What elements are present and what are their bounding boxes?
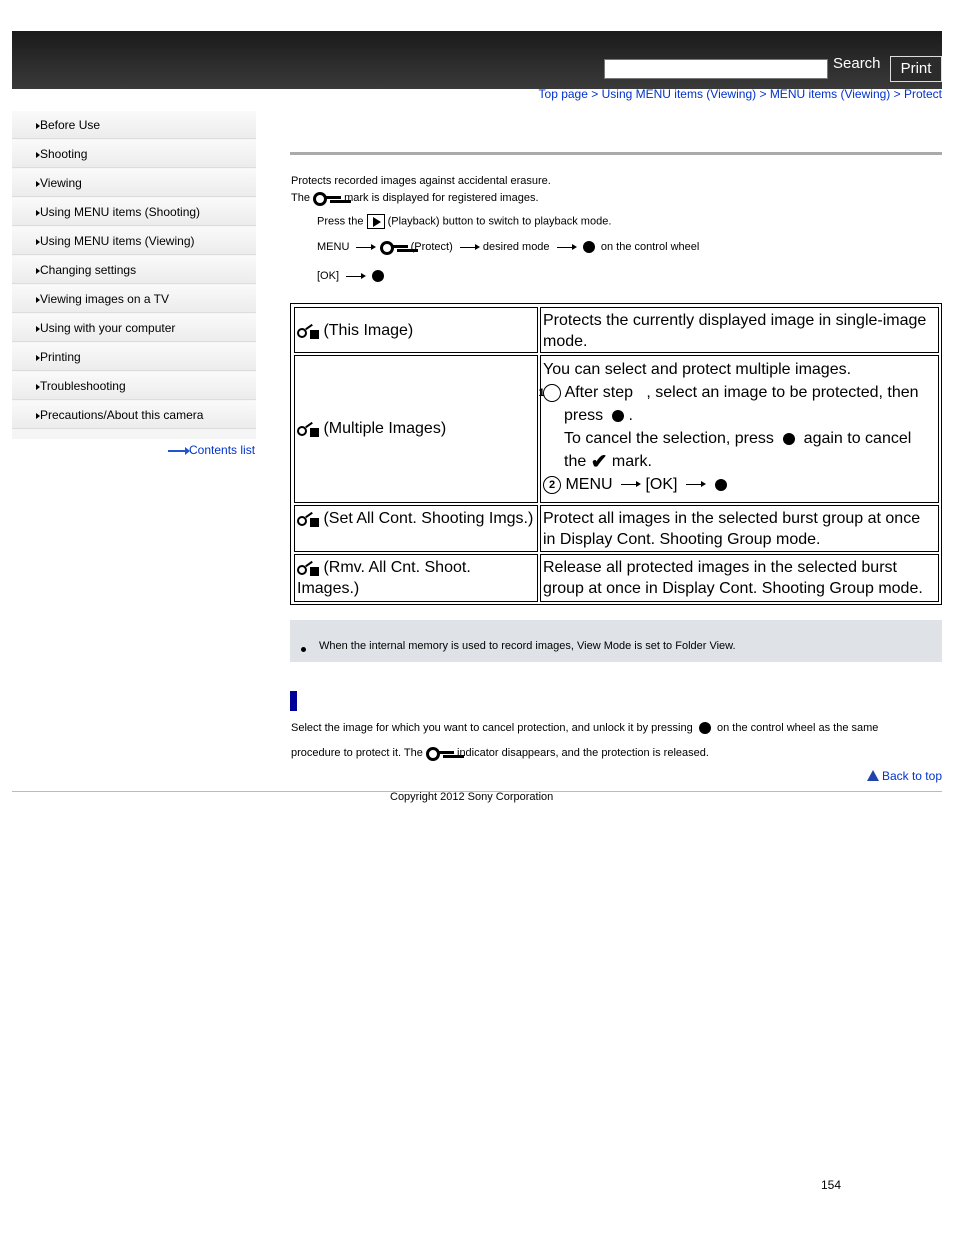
section-marker [290, 691, 297, 711]
step-2-protect: (Protect) [410, 240, 453, 253]
contents-list-link[interactable] [168, 443, 255, 457]
breadcrumb-separator: > [893, 87, 901, 101]
step-1-text-b: , select an image to be protected, then press [564, 384, 919, 424]
intro-text: Protects recorded images against accidental erasure. [291, 175, 551, 187]
step-2-wheel: on the control wheel [600, 240, 700, 253]
protect-multiple-images-icon [297, 420, 319, 437]
search-input[interactable] [604, 59, 828, 79]
back-to-top-label: Back to top [881, 769, 942, 783]
step-3 [317, 270, 384, 282]
protect-options-table [290, 303, 942, 605]
arrow-right-icon [621, 484, 637, 485]
breadcrumb-separator: > [591, 87, 599, 101]
center-button-icon [715, 479, 727, 491]
sidebar-item-label: Precautions/About this camera [40, 408, 204, 422]
step-number-1-icon: 1 [543, 384, 561, 402]
cancel-text-c: mark. [611, 453, 652, 470]
sidebar-item-before-use[interactable] [12, 111, 256, 139]
cancel-p2-b: indicator disappears, and the protection is released. [457, 746, 709, 759]
intro-key-post: mark is displayed for registered images. [344, 191, 539, 204]
sidebar-item-label: Changing settings [40, 263, 137, 277]
multiple-intro: You can select and protect multiple images. [543, 361, 852, 378]
arrow-right-icon [36, 326, 40, 332]
center-button-icon [583, 241, 595, 253]
arrow-right-icon [346, 276, 362, 277]
option-desc: Release all protected images in the selected burst group at once in Display Cont. Shooting Group mode. [540, 554, 939, 602]
step-1 [317, 214, 611, 229]
arrow-right-icon [36, 384, 40, 390]
option-multiple-images [294, 355, 538, 503]
option-label: (This Image) [323, 322, 414, 339]
sidebar-item-troubleshooting[interactable] [12, 372, 256, 400]
sidebar-item-label: Before Use [40, 118, 101, 132]
step-3-ok: [OK] [317, 270, 340, 282]
check-mark-icon: ✔ [590, 450, 608, 473]
arrow-right-icon [36, 268, 40, 274]
arrow-right-icon [686, 484, 702, 485]
back-to-top-link[interactable] [867, 769, 942, 783]
breadcrumb-using-menu-viewing[interactable]: Using MENU items (Viewing) [601, 87, 757, 101]
sidebar-item-label: Using MENU items (Viewing) [40, 234, 195, 248]
option-this-image [294, 307, 538, 353]
sidebar-item-label: Viewing images on a TV [40, 292, 169, 306]
step-1-text-c: . [628, 407, 633, 424]
sidebar-item-menu-viewing[interactable] [12, 227, 256, 255]
note-text: When the internal memory is used to record images, View Mode is set to Folder View. [319, 640, 736, 652]
title-divider [290, 152, 942, 155]
step-2 [317, 240, 699, 254]
step-2-menu: MENU [317, 240, 350, 253]
arrow-right-icon [460, 247, 476, 248]
option-rmv-all-cnt [294, 554, 538, 602]
key-icon [313, 191, 341, 205]
cancel-p1-a: Select the image for which you want to cancel protection, and unlock it by pressing [291, 722, 693, 734]
step-2-menu: MENU [565, 476, 613, 493]
arrow-right-icon [557, 247, 573, 248]
option-desc: Protects the currently displayed image in single-image mode. [540, 307, 939, 353]
center-button-icon [372, 270, 384, 282]
arrow-right-icon [36, 239, 40, 245]
sidebar-item-changing-settings[interactable] [12, 256, 256, 284]
protect-remove-all-icon [297, 559, 319, 576]
sidebar-item-viewing[interactable] [12, 169, 256, 197]
option-label: (Multiple Images) [323, 420, 447, 437]
sidebar [12, 111, 256, 439]
cancel-text-b: again to cancel the [564, 430, 912, 470]
option-label: (Rmv. All Cnt. Shoot. Images.) [297, 559, 471, 597]
center-button-icon [699, 722, 711, 734]
contents-list-label: Contents list [189, 443, 256, 457]
bullet-icon [301, 647, 306, 652]
option-set-all-cont [294, 505, 538, 552]
cancel-text-a: To cancel the selection, press [564, 430, 774, 447]
arrow-right-icon [36, 355, 40, 361]
breadcrumb-separator: > [759, 87, 767, 101]
breadcrumb-protect[interactable]: Protect [903, 87, 942, 101]
cancel-paragraph-line-2 [291, 746, 709, 760]
breadcrumb [539, 87, 942, 101]
sidebar-item-label: Using MENU items (Shooting) [40, 205, 201, 219]
sidebar-item-shooting[interactable] [12, 140, 256, 168]
intro-key-pre: The [291, 191, 310, 204]
protect-this-image-icon [297, 322, 319, 339]
copyright: Copyright 2012 Sony Corporation [390, 791, 554, 803]
breadcrumb-menu-items-viewing[interactable]: MENU items (Viewing) [769, 87, 891, 101]
multiple-cancel [543, 427, 936, 473]
sidebar-item-label: Viewing [40, 176, 82, 190]
sidebar-item-menu-shooting[interactable] [12, 198, 256, 226]
step-number-2-icon: 2 [543, 476, 561, 494]
step-2-mode: desired mode [482, 240, 550, 253]
sidebar-item-label: Shooting [40, 147, 88, 161]
arrow-up-icon [867, 770, 879, 781]
arrow-right-icon [168, 450, 186, 452]
key-icon [426, 746, 454, 760]
print-button[interactable]: Print [890, 56, 942, 82]
arrow-right-icon [36, 210, 40, 216]
cancel-p2-a: procedure to protect it. The [291, 746, 423, 759]
center-button-icon [783, 433, 795, 445]
step-1-text-a: After step [564, 384, 634, 401]
arrow-right-icon [36, 297, 40, 303]
intro-key-text [291, 191, 539, 205]
option-desc-multiple [540, 355, 939, 503]
arrow-right-icon [36, 181, 40, 187]
page-number: 154 [821, 1178, 842, 1192]
step-1-post: (Playback) button to switch to playback mode. [387, 215, 612, 228]
option-label: (Set All Cont. Shooting Imgs.) [323, 510, 534, 527]
center-button-icon [612, 410, 624, 422]
cancel-paragraph-line-1 [291, 722, 878, 734]
sidebar-item-label: Using with your computer [40, 321, 176, 335]
step-1-pre: Press the [317, 215, 364, 228]
arrow-right-icon [36, 413, 40, 419]
sidebar-item-precautions[interactable] [12, 401, 256, 429]
sidebar-item-printing[interactable] [12, 343, 256, 371]
protect-set-all-icon [297, 510, 319, 527]
multiple-step-2 [543, 473, 936, 496]
key-icon [380, 240, 408, 254]
step-2-ok: [OK] [645, 476, 678, 493]
breadcrumb-top-page[interactable]: Top page [538, 87, 588, 101]
search-button[interactable]: Search [833, 55, 881, 72]
arrow-right-icon [36, 123, 40, 129]
sidebar-item-label: Printing [40, 350, 81, 364]
option-desc: Protect all images in the selected burst group at once in Display Cont. Shooting Group mode. [540, 505, 939, 552]
multiple-step-1 [538, 381, 936, 427]
arrow-right-icon [36, 152, 40, 158]
sidebar-item-viewing-tv[interactable] [12, 285, 256, 313]
playback-icon [367, 214, 385, 229]
sidebar-item-label: Troubleshooting [40, 379, 126, 393]
cancel-p1-b: on the control wheel as the same [716, 722, 879, 734]
arrow-right-icon [356, 247, 372, 248]
sidebar-item-computer[interactable] [12, 314, 256, 342]
